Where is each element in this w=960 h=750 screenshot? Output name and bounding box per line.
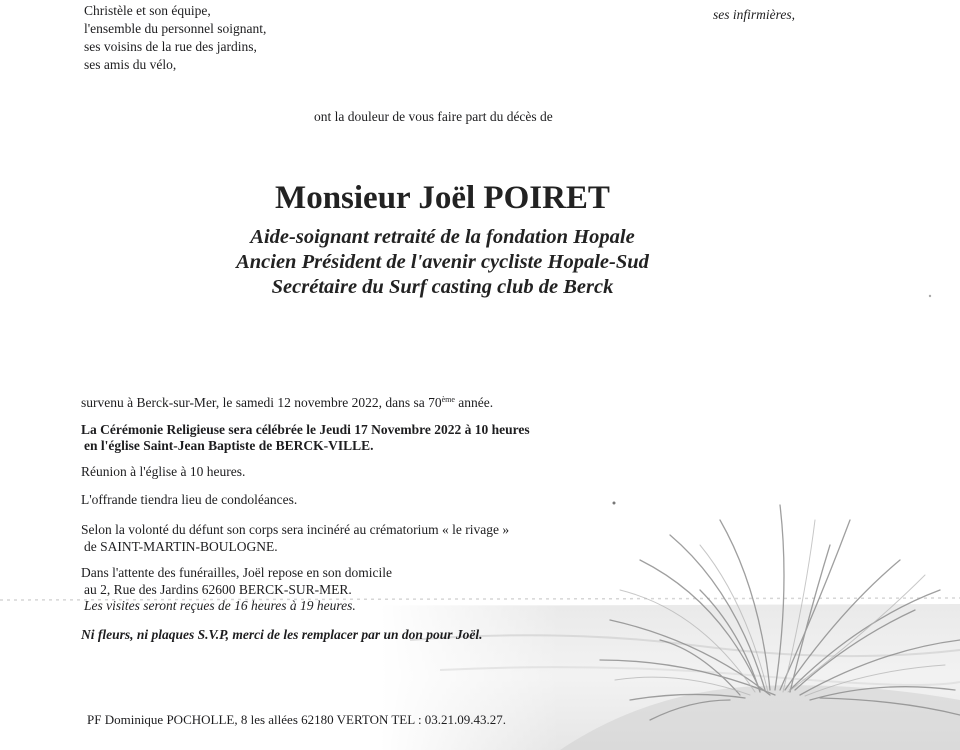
- deceased-role: Secrétaire du Surf casting club de Berck: [271, 276, 614, 298]
- deceased-role: Aide-soignant retraité de la fondation Hopale: [250, 226, 635, 248]
- cremation-info: [81, 521, 509, 555]
- cremation-line: Selon la volonté du défunt son corps sera incinéré au crématorium « le rivage »: [81, 522, 510, 537]
- death-superscript: ème: [441, 395, 455, 404]
- ceremony-info: [81, 422, 530, 454]
- flowers-note: Ni fleurs, ni plaques S.V.P, merci de les remplacer par un don pour Joël.: [81, 627, 483, 642]
- signatory-line: ses amis du vélo,: [84, 57, 177, 72]
- death-text-end: année.: [454, 395, 494, 410]
- deceased-name: Monsieur Joël POIRET: [275, 180, 610, 216]
- funeral-director-footer: PF Dominique POCHOLLE, 8 les allées 62180 VERTON TEL : 03.21.09.43.27.: [87, 712, 507, 727]
- ceremony-line: La Cérémonie Religieuse sera célébrée le Jeudi 17 Novembre 2022 à 10 heures: [81, 422, 530, 437]
- cremation-line: de SAINT-MARTIN-BOULOGNE.: [84, 539, 278, 554]
- signatory-right: ses infirmières,: [713, 7, 795, 22]
- signatory-line: Christèle et son équipe,: [84, 3, 211, 18]
- funeral-line: au 2, Rue des Jardins 62600 BERCK-SUR-MER.: [84, 581, 352, 597]
- funeral-line: Dans l'attente des funérailles, Joël repose en son domicile: [81, 565, 392, 580]
- offering-info: L'offrande tiendra lieu de condoléances.: [81, 492, 298, 507]
- ceremony-line: en l'église Saint-Jean Baptiste de BERCK-VILLE.: [84, 438, 374, 453]
- visits-line: Les visites seront reçues de 16 heures à 19 heures.: [84, 598, 356, 613]
- signatory-line: l'ensemble du personnel soignant,: [84, 21, 267, 36]
- deceased-role: Ancien Président de l'avenir cycliste Hopale-Sud: [236, 251, 649, 273]
- signatories-left: [84, 2, 266, 74]
- signatory-line: ses voisins de la rue des jardins,: [84, 39, 257, 54]
- funeral-home-info: [81, 565, 392, 615]
- gathering-info: Réunion à l'église à 10 heures.: [81, 464, 246, 479]
- death-text: survenu à Berck-sur-Mer, le samedi 12 novembre 2022, dans sa 70: [81, 395, 442, 410]
- announcement-intro: ont la douleur de vous faire part du décès de: [314, 109, 553, 124]
- death-notice: [81, 395, 493, 411]
